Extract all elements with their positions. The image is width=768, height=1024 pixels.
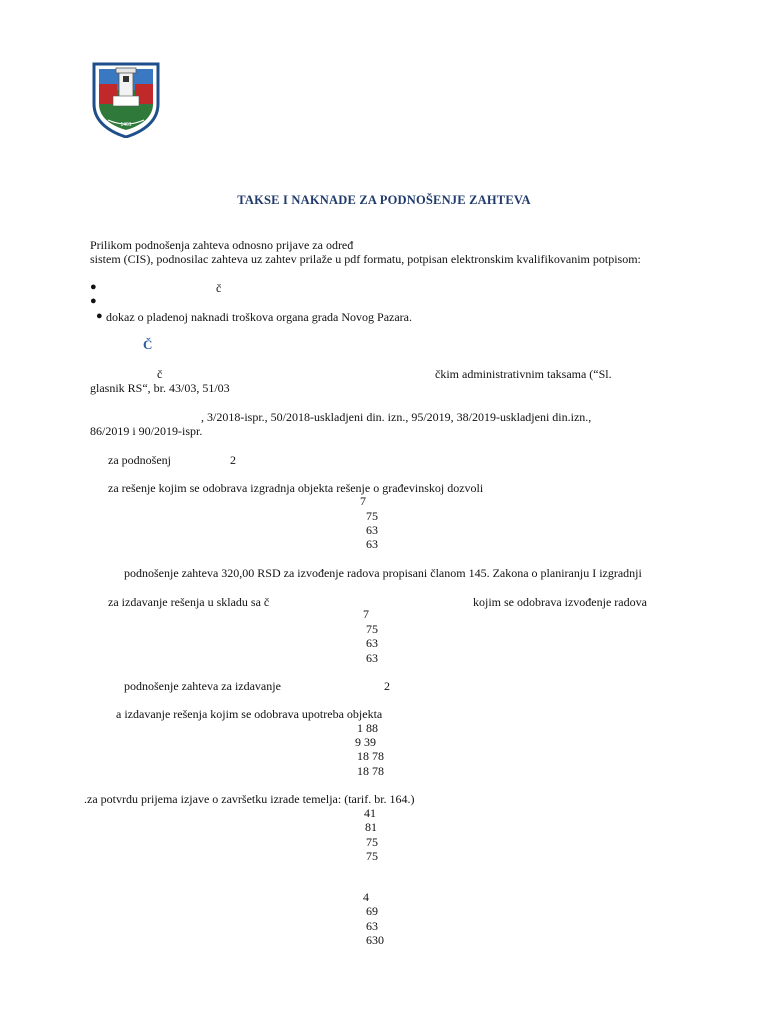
bullet-item-3: dokaz o pladenoj naknadi troškova organa grada Novog Pazara. <box>106 310 413 324</box>
block5-value-1: 4 <box>363 890 369 904</box>
page-title: TAKSE I NAKNADE ZA PODNOŠENJE ZAHTEVA <box>237 193 531 207</box>
block4-value-2: 81 <box>365 820 377 834</box>
bullet-dot-3: ● <box>96 310 103 322</box>
block1-value-3: 63 <box>366 523 378 537</box>
block3-heading-b: 2 <box>384 679 390 693</box>
block4-value-4: 75 <box>366 849 378 863</box>
law-line-1b: čkim administrativnim taksama (“Sl. <box>435 367 612 381</box>
block2-value-2: 75 <box>366 622 378 636</box>
intro-line-2: sistem (CIS), podnosilac zahteva uz zahtev prilaže u pdf formatu, potpisan elektronskim kvalifikovanim potpisom: <box>90 252 641 266</box>
block4-value-1: 41 <box>364 806 376 820</box>
block1-subheading: za rešenje kojim se odobrava izgradnja objekta rešenje o građevinskoj dozvoli <box>108 481 484 495</box>
block3-value-2: 9 39 <box>355 735 376 749</box>
block1-heading-a: za podnošenj <box>108 453 171 467</box>
law-line-2: glasnik RS“, br. 43/03, 51/03 <box>90 381 230 395</box>
block1-heading-b: 2 <box>230 453 236 467</box>
intro-line-1: Prilikom podnošenja zahteva odnosno prijave za određ <box>90 238 354 252</box>
bullet-dot-1: ● <box>90 281 97 293</box>
law-line-3: , 3/2018-ispr., 50/2018-uskladjeni din. izn., 95/2019, 38/2019-uskladjeni din.izn., <box>201 410 592 424</box>
bullet-dot-2: ● <box>90 295 97 307</box>
block4-subheading: .za potvrdu prijema izjave o završetku izrade temelja: (tarif. br. 164.) <box>84 792 415 806</box>
block1-value-4: 63 <box>366 537 378 551</box>
block3-value-1: 1 88 <box>357 721 378 735</box>
bullet-item-1: č <box>216 281 222 295</box>
block2-value-1: 7 <box>363 607 369 621</box>
block4-value-3: 75 <box>366 835 378 849</box>
law-line-1a: č <box>157 367 163 381</box>
block3-subheading: a izdavanje rešenja kojim se odobrava upotreba objekta <box>116 707 383 721</box>
city-coat-of-arms-logo <box>90 60 162 138</box>
block3-value-3: 18 78 <box>357 749 384 763</box>
block2-subheading-b: kojim se odobrava izvođenje radova <box>473 595 647 609</box>
crest-year: 1461 <box>120 122 132 128</box>
block5-value-3: 63 <box>366 919 378 933</box>
block2-subheading-a: za izdavanje rešenja u skladu sa č <box>108 595 270 609</box>
section-heading: Č <box>143 337 153 352</box>
block2-paragraph: podnošenje zahteva 320,00 RSD za izvođenje radova propisani članom 145. Zakona o planiranju I izgradnji <box>124 566 642 580</box>
block1-value-2: 75 <box>366 509 378 523</box>
block5-value-4: 630 <box>366 933 384 947</box>
block1-value-1: 7 <box>360 494 366 508</box>
block3-value-4: 18 78 <box>357 764 384 778</box>
block2-value-4: 63 <box>366 651 378 665</box>
block3-heading-a: podnošenje zahteva za izdavanje <box>124 679 281 693</box>
law-line-4: 86/2019 i 90/2019-ispr. <box>90 424 203 438</box>
block5-value-2: 69 <box>366 904 378 918</box>
block2-value-3: 63 <box>366 636 378 650</box>
